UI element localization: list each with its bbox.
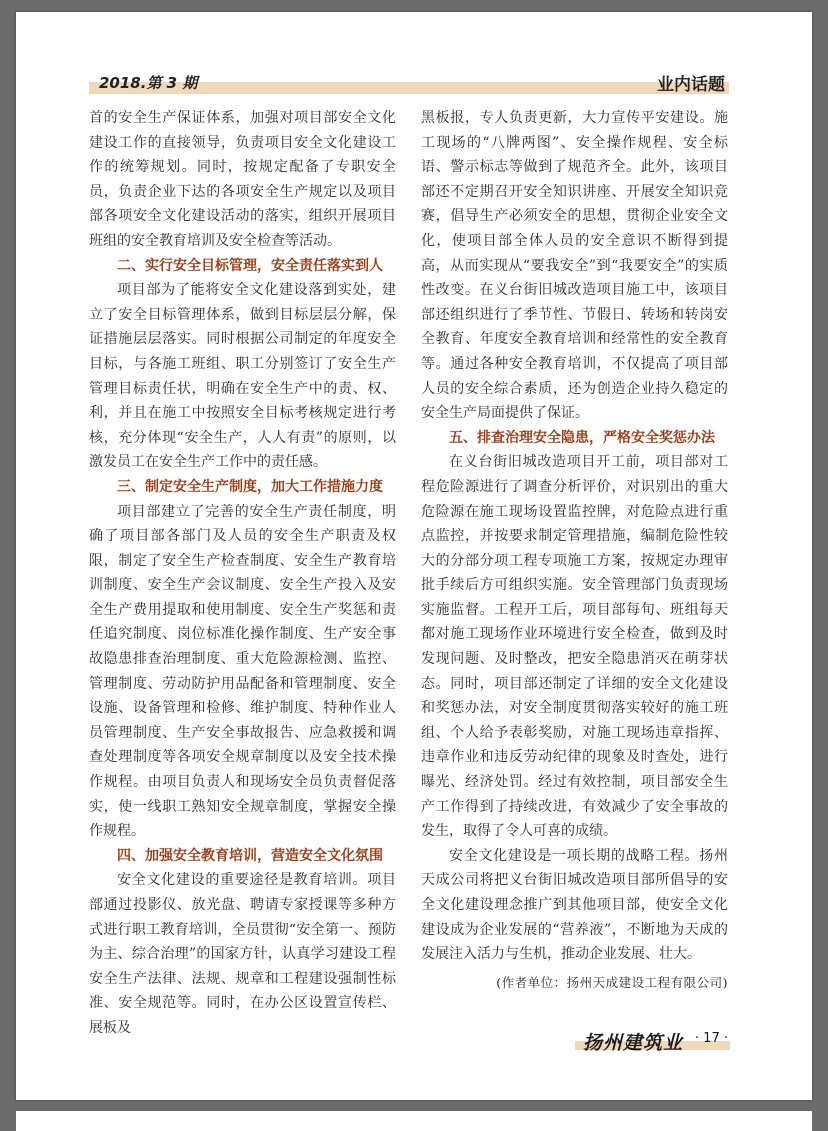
left-column	[89, 106, 396, 1041]
section-heading: 三、制定安全生产制度，加大工作措施力度	[117, 478, 383, 495]
section-heading: 五、排查治理安全隐患，严格安全奖惩办法	[449, 429, 715, 446]
next-page-sheet	[16, 1111, 812, 1131]
author-affiliation: (作者单位：扬州天成建设工程有限公司)	[496, 974, 728, 990]
section-title: 业内话题	[657, 75, 725, 95]
page-number: · 17 ·	[694, 1031, 728, 1046]
body-paragraph: 黑板报，专人负责更新，大力宣传平安建设。施工现场的“八牌两图”、安全操作规程、安全标语、警示标志等做到了规范齐全。此外，该项目部还不定期召开安全知识讲座、开展安全知识竞赛，倡导生产必须安全的思想，贯彻企业安全文化，使项目部全体人员的安全意识不断得到提高，从而实现从“要我安全”到“我要安全”的实质性改变。在义台街旧城改造项目施工中，该项目部还组织进行了季节性、节假日、转场和转岗安全教育、年度安全教育培训和经常性的安全教育等。通过各种安全教育培训，不仅提高了项目部人员的安全综合素质，还为创造企业持久稳定的安全生产局面提供了保证。	[421, 110, 728, 422]
magazine-logo: 扬州建筑业	[583, 1032, 684, 1054]
section-heading: 二、实行安全目标管理，安全责任落实到人	[117, 257, 383, 274]
issue-label: 2018.第 3 期	[99, 74, 198, 92]
body-paragraph: 安全文化建设的重要途径是教育培训。项目部通过投影仪、放光盘、聘请专家授课等多种方式进行职工教育培训，全员贯彻“安全第一、预防为主、综合治理”的国家方针，认真学习建设工程安全生产法律、法规、规章和工程建设强制性标准、安全规范等。同时，在办公区设置宣传栏、展板及	[89, 872, 396, 1036]
page-footer	[575, 1028, 730, 1054]
section-heading: 四、加强安全教育培训，营造安全文化氛围	[117, 847, 383, 864]
body-paragraph: 在义台街旧城改造项目开工前，项目部对工程危险源进行了调查分析评价，对识别出的重大危险源在施工现场设置监控牌，对危险点进行重点监控，并按要求制定管理措施，编制危险性较大的分部分项工程专项施工方案，按规定办理审批手续后方可组织实施。安全管理部门负责现场实施监督。工程开工后，项目部每旬、班组每天都对施工现场作业环境进行安全检查，做到及时发现问题、及时整改，把安全隐患消灭在萌芽状态。同时，项目部还制定了详细的安全文化建设和奖惩办法，对安全制度贯彻落实较好的施工班组、个人给予表彰奖励，对施工现场违章指挥、违章作业和违反劳动纪律的现象及时查处，进行曝光、经济处罚。经过有效控制，项目部安全生产工作得到了持续改进，有效减少了安全事故的发生，取得了令人可喜的成绩。	[421, 454, 728, 840]
right-column	[421, 106, 728, 995]
body-paragraph: 项目部建立了完善的安全生产责任制度，明确了项目部各部门及人员的安全生产职责及权限，制定了安全生产检查制度、安全生产教育培训制度、安全生产会议制度、安全生产投入及安全生产费用提取和使用制度、安全生产奖惩和责任追究制度、岗位标准化操作制度、生产安全事故隐患排查治理制度、重大危险源检测、监控、管理制度、劳动防护用品配备和管理制度、安全设施、设备管理和检修、维护制度、特种作业人员管理制度、生产安全事故报告、应急救援和调查处理制度等各项安全规章制度以及安全技术操作规程。由项目负责人和现场安全员负责督促落实，使一线职工熟知安全规章制度，掌握安全操作规程。	[89, 503, 396, 840]
body-paragraph: 安全文化建设是一项长期的战略工程。扬州天成公司将把义台街旧城改造项目部所倡导的安全文化建设理念推广到其他项目部，使安全文化建设成为企业发展的“营养液”，不断地为天成的发展注入活力与生机，推动企业发展、壮大。	[421, 847, 728, 963]
page-header	[89, 70, 729, 96]
body-paragraph: 首的安全生产保证体系，加强对项目部安全文化建设工作的直接领导，负责项目安全文化建设工作的统筹规划。同时，按规定配备了专职安全员，负责企业下达的各项安全生产规定以及项目部各项安全文化建设活动的落实，组织开展项目班组的安全教育培训及安全检查等活动。	[89, 110, 396, 249]
body-paragraph: 项目部为了能将安全文化建设落到实处，建立了安全目标管理体系，做到目标层层分解，保证措施层层落实。同时根据公司制定的年度安全目标，与各施工班组、职工分别签订了安全生产管理目标责任状，明确在安全生产中的责、权、利，并且在施工中按照安全目标考核规定进行考核，充分体现“安全生产，人人有责”的原则，以激发员工在安全生产工作中的责任感。	[89, 282, 396, 471]
